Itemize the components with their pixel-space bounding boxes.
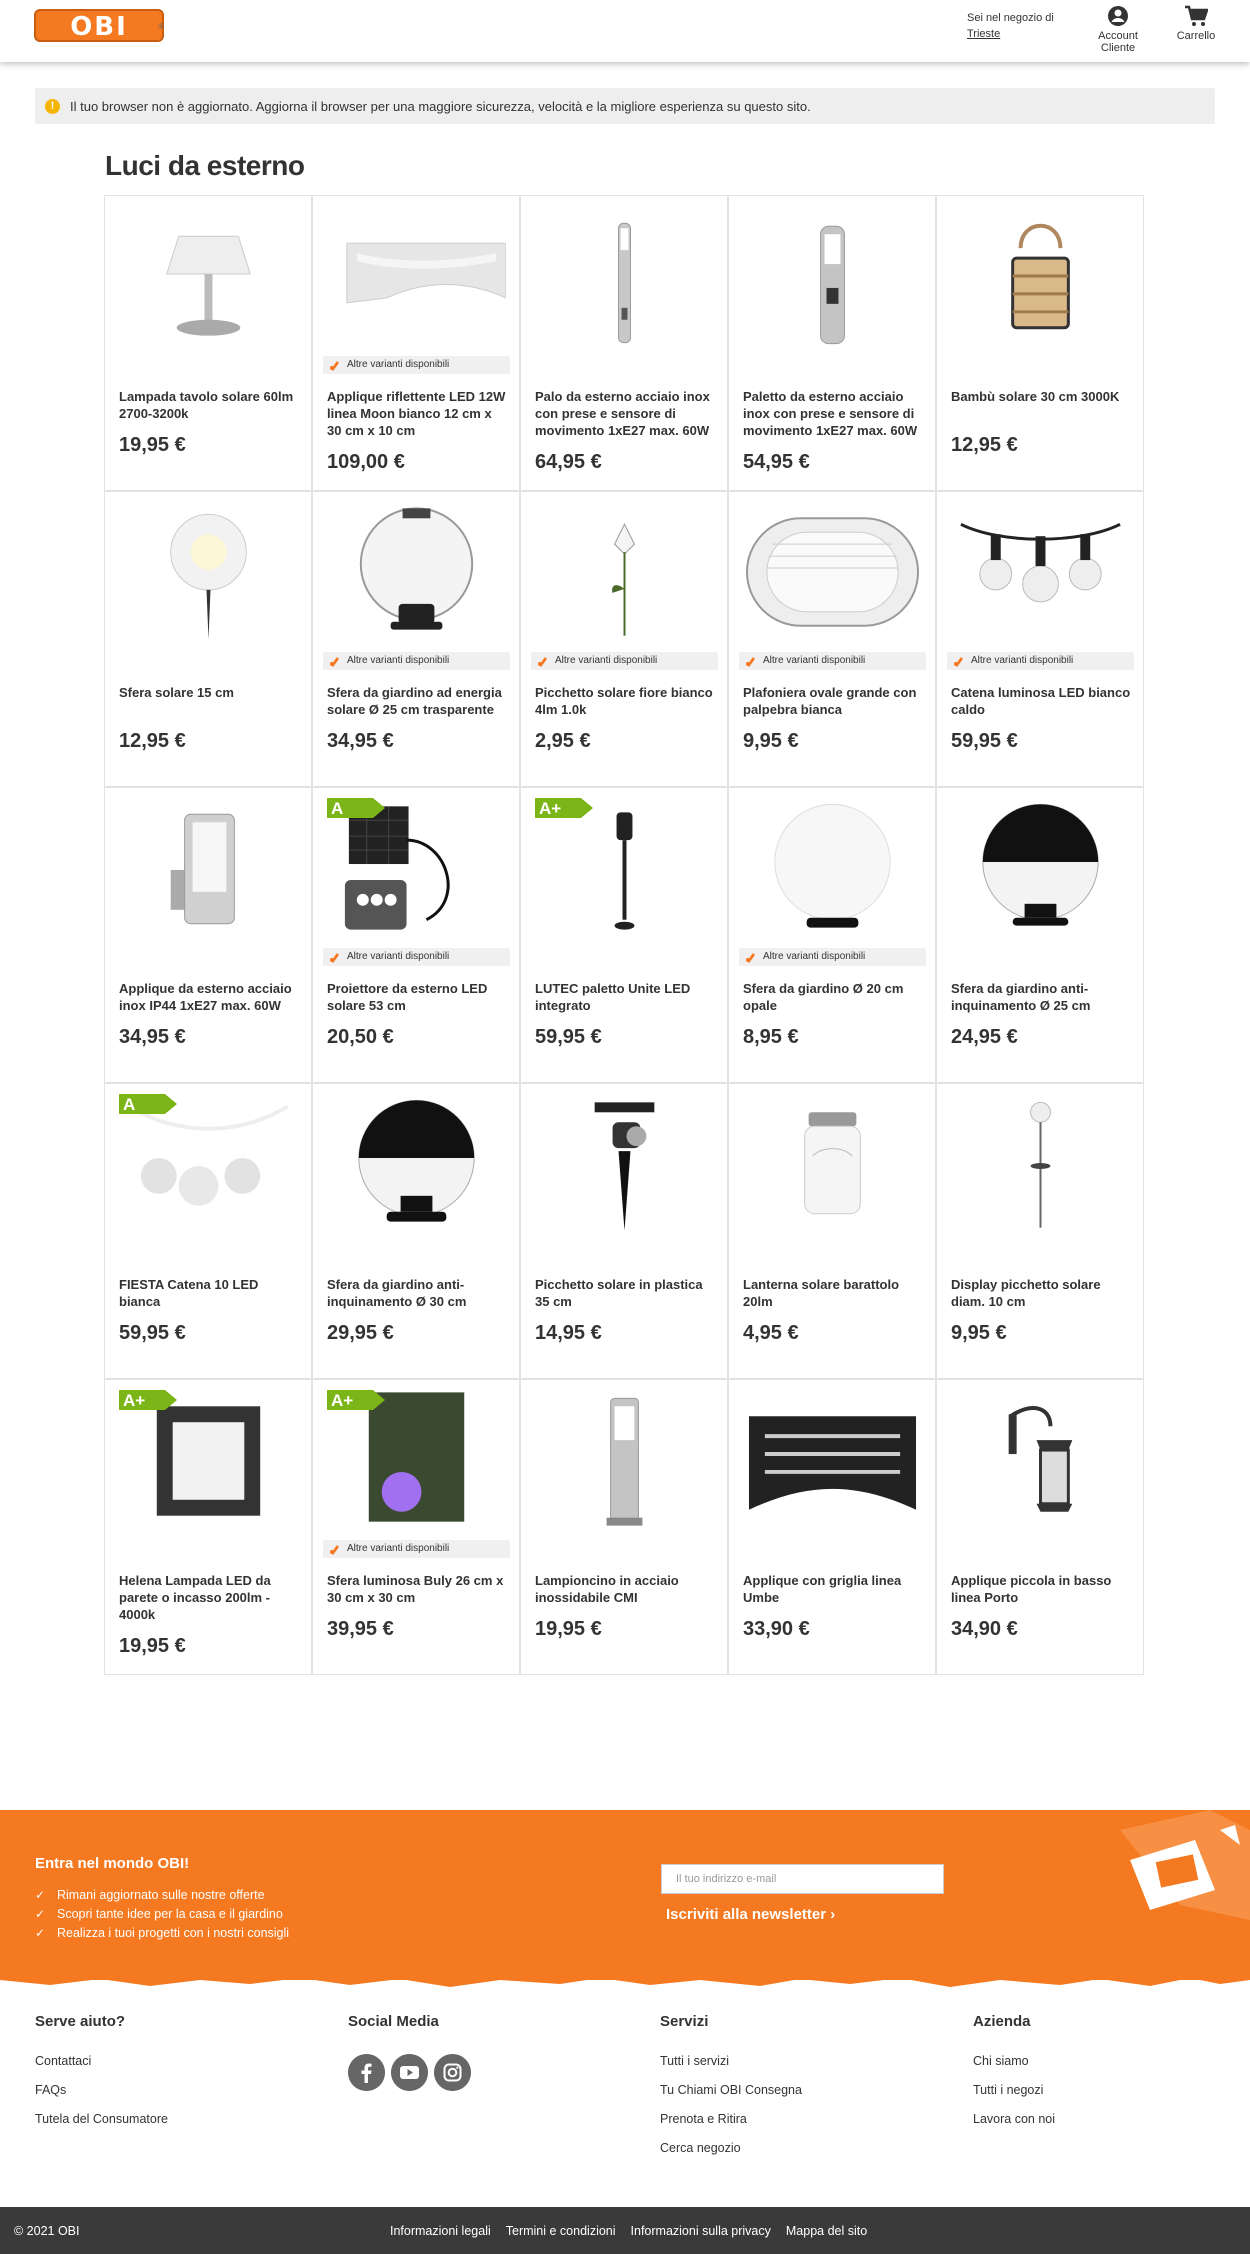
product-card[interactable] (312, 1083, 520, 1379)
product-card[interactable] (520, 787, 728, 1083)
product-card[interactable] (936, 787, 1144, 1083)
product-price: 4,95 € (743, 1322, 799, 1344)
product-name[interactable]: Sfera da giardino ad energia solare Ø 25 cm trasparente (327, 685, 502, 717)
cart-icon (1184, 5, 1208, 27)
variants-icon (953, 655, 965, 667)
account-label: Account Cliente (1098, 30, 1138, 54)
product-card[interactable] (520, 491, 728, 787)
bamboo-lantern-image[interactable] (951, 208, 1130, 346)
product-card[interactable] (104, 787, 312, 1083)
footer-link-tutti-servizi[interactable]: Tutti i servizi (660, 2054, 729, 2068)
newsletter-benefit: ✓ Rimani aggiornato sulle nostre offerte (35, 1886, 289, 1905)
sitemap-link[interactable]: Mappa del sito (785, 2224, 868, 2238)
energy-label (535, 798, 593, 818)
black-sphere-large-image[interactable] (327, 1096, 506, 1234)
footer-social-column (348, 2013, 471, 2091)
product-name[interactable]: Sfera da giardino anti-inquinamento Ø 25 cm (951, 981, 1091, 1013)
product-price: 64,95 € (535, 451, 602, 473)
grille-wall-lamp-image[interactable] (743, 1392, 922, 1530)
product-card[interactable] (312, 1379, 520, 1675)
product-price: 24,95 € (951, 1026, 1018, 1048)
product-name[interactable]: Plafoniera ovale grande con palpebra bianca (743, 685, 917, 717)
variants-label: Altre varianti disponibili (555, 655, 658, 666)
copyright: © 2021 OBI (14, 2224, 80, 2238)
steel-post-image[interactable] (535, 208, 714, 346)
cart-button[interactable] (1173, 5, 1219, 42)
bottom-bar (0, 2207, 1250, 2254)
oval-ceiling-lamp-image[interactable] (743, 504, 922, 642)
variants-icon (329, 1543, 341, 1555)
product-name[interactable]: Bambù solare 30 cm 3000K (951, 389, 1120, 404)
product-name[interactable]: Palo da esterno acciaio inox con prese e sensore di movimento 1xE27 max. 60W (535, 389, 710, 438)
product-card[interactable] (728, 1379, 936, 1675)
product-name[interactable]: Sfera da giardino Ø 20 cm opale (743, 981, 904, 1013)
energy-label (119, 1094, 177, 1114)
torn-paper-edge (0, 1970, 1250, 1992)
variants-badge[interactable] (323, 1540, 510, 1558)
solar-table-lamp-image[interactable] (119, 208, 298, 346)
product-name[interactable]: Lampada tavolo solare 60lm 2700-3200k (119, 389, 294, 421)
browser-notice-text: Il tuo browser non è aggiornato. Aggiorna il browser per una maggiore sicurezza, velocità e la migliore esperienza su questo sito. (70, 99, 811, 114)
product-card[interactable] (936, 195, 1144, 491)
product-card[interactable] (312, 195, 520, 491)
product-price: 12,95 € (119, 730, 186, 752)
flower-stake-image[interactable] (535, 504, 714, 642)
store-label: Sei nel negozio di (967, 12, 1054, 24)
product-name[interactable]: Sfera da giardino anti-inquinamento Ø 30 cm (327, 1277, 467, 1309)
product-name[interactable]: LUTEC paletto Unite LED integrato (535, 981, 691, 1013)
product-price: 29,95 € (327, 1322, 394, 1344)
newsletter-banner (0, 1810, 1250, 1980)
variants-icon (745, 655, 757, 667)
footer-link-faqs[interactable]: FAQs (35, 2083, 67, 2097)
newsletter-benefit: ✓ Scopri tante idee per la casa e il giardino (35, 1905, 289, 1924)
energy-class: A (331, 799, 344, 818)
registered-mark: ® (158, 22, 164, 31)
thin-stake-image[interactable] (951, 1096, 1130, 1234)
product-card[interactable] (936, 1379, 1144, 1675)
cart-label: Carrello (1176, 30, 1216, 42)
product-price: 14,95 € (535, 1322, 602, 1344)
footer-company-title: Azienda (973, 2013, 1031, 2030)
youtube-icon[interactable] (391, 2054, 428, 2091)
steel-post-short-image[interactable] (743, 208, 922, 346)
terms-link[interactable]: Termini e condizioni (505, 2224, 616, 2238)
newsletter-email-input[interactable]: Il tuo indirizzo e-mail (661, 1864, 944, 1894)
page-title: Luci da esterno (105, 150, 305, 181)
variants-label: Altre varianti disponibili (763, 951, 866, 962)
footer-social-title: Social Media (348, 2013, 439, 2030)
product-card[interactable] (104, 491, 312, 787)
product-card[interactable] (520, 1379, 728, 1675)
newsletter-title: Entra nel mondo OBI! (35, 1855, 190, 1872)
variants-label: Altre varianti disponibili (763, 655, 866, 666)
product-price: 34,95 € (119, 1026, 186, 1048)
product-price: 2,95 € (535, 730, 591, 752)
variants-label: Altre varianti disponibili (347, 359, 450, 370)
facebook-icon[interactable] (348, 2054, 385, 2091)
warning-icon: ! (45, 99, 60, 114)
product-price: 19,95 € (119, 1635, 186, 1657)
spot-stake-image[interactable] (535, 1096, 714, 1234)
variants-badge[interactable] (739, 948, 926, 966)
product-price: 20,50 € (327, 1026, 394, 1048)
product-name[interactable]: Lanterna solare barattolo 20lm (743, 1277, 900, 1309)
footer-link-cerca-negozio[interactable]: Cerca negozio (660, 2141, 741, 2155)
square-wall-lamp-image[interactable] (119, 1392, 298, 1530)
footer-company-column (973, 2013, 1055, 2141)
user-icon (1107, 5, 1129, 27)
chevron-right-icon: › (830, 1906, 836, 1923)
store-city-link[interactable]: Trieste (967, 28, 1001, 40)
footer-help-column (35, 2013, 168, 2141)
product-card[interactable] (104, 1379, 312, 1675)
variants-icon (745, 951, 757, 963)
product-card[interactable] (520, 1083, 728, 1379)
product-card[interactable] (312, 787, 520, 1083)
variants-label: Altre varianti disponibili (971, 655, 1074, 666)
newsletter-subscribe-label: Iscriviti alla newsletter (666, 1906, 827, 1923)
product-card[interactable] (936, 1083, 1144, 1379)
product-name[interactable]: Helena Lampada LED da parete o incasso 200lm - 4000k (119, 1573, 271, 1622)
product-name[interactable]: Applique da esterno acciaio inox IP44 1xE27 max. 60W (119, 981, 292, 1013)
footer-link-tutti-negozi[interactable]: Tutti i negozi (973, 2083, 1044, 2097)
product-name[interactable]: Sfera luminosa Buly 26 cm x 30 cm x 30 cm (327, 1573, 504, 1605)
energy-class: A+ (539, 799, 562, 818)
variants-icon (329, 655, 341, 667)
product-price: 59,95 € (119, 1322, 186, 1344)
energy-label (119, 1390, 177, 1410)
product-card[interactable] (728, 491, 936, 787)
variants-badge[interactable] (323, 356, 510, 374)
variants-label: Altre varianti disponibili (347, 655, 450, 666)
energy-label (327, 1390, 385, 1410)
variants-badge[interactable] (947, 652, 1134, 670)
product-price: 19,95 € (535, 1618, 602, 1640)
product-price: 109,00 € (327, 451, 405, 473)
variants-icon (537, 655, 549, 667)
product-card[interactable] (728, 787, 936, 1083)
variants-badge[interactable] (323, 652, 510, 670)
legal-info-link[interactable]: Informazioni legali (390, 2224, 491, 2238)
footer-link-chi-siamo[interactable]: Chi siamo (973, 2054, 1029, 2068)
variants-badge[interactable] (323, 948, 510, 966)
solar-sphere-image[interactable] (119, 504, 298, 642)
footer-link-contattaci[interactable]: Contattaci (35, 2054, 92, 2068)
product-name[interactable]: Lampioncino in acciaio inossidabile CMI (535, 1573, 679, 1605)
string-lights-image[interactable] (951, 504, 1130, 642)
privacy-link[interactable]: Informazioni sulla privacy (630, 2224, 771, 2238)
lantern-post-image[interactable] (535, 800, 714, 938)
variants-label: Altre varianti disponibili (347, 951, 450, 962)
product-name[interactable]: Catena luminosa LED bianco caldo (951, 685, 1131, 717)
variants-icon (329, 359, 341, 371)
product-price: 34,95 € (327, 730, 394, 752)
variants-badge[interactable] (739, 652, 926, 670)
newsletter-subscribe-button[interactable] (666, 1906, 835, 1923)
product-price: 12,95 € (951, 434, 1018, 456)
solar-floodlight-image[interactable] (327, 800, 506, 938)
footer-help-title: Serve aiuto? (35, 2013, 126, 2030)
product-card[interactable] (312, 491, 520, 787)
footer-services-title: Servizi (660, 2013, 709, 2030)
footer-link-prenota[interactable]: Prenota e Ritira (660, 2112, 747, 2126)
steel-wall-lamp-image[interactable] (119, 800, 298, 938)
energy-class: A (123, 1095, 136, 1114)
account-button[interactable] (1080, 5, 1156, 54)
product-price: 9,95 € (951, 1322, 1007, 1344)
purple-sphere-image[interactable] (327, 1392, 506, 1530)
product-name[interactable]: Paletto da esterno acciaio inox con prese e sensore di movimento 1xE27 max. 60W (743, 389, 918, 438)
product-name[interactable]: Proiettore da esterno LED solare 53 cm (327, 981, 488, 1013)
footer-services-column (660, 2013, 802, 2170)
wall-lamp-white-image[interactable] (327, 208, 506, 346)
product-card[interactable] (520, 195, 728, 491)
product-price: 34,90 € (951, 1618, 1018, 1640)
obi-logo[interactable]: OBI (34, 9, 164, 42)
product-card[interactable] (104, 1083, 312, 1379)
footer-link-tutela[interactable]: Tutela del Consumatore (35, 2112, 168, 2126)
product-price: 39,95 € (327, 1618, 394, 1640)
footer-link-consegna[interactable]: Tu Chiami OBI Consegna (660, 2083, 802, 2097)
product-price: 9,95 € (743, 730, 799, 752)
product-price: 54,95 € (743, 451, 810, 473)
garden-sphere-clear-image[interactable] (327, 504, 506, 642)
product-name[interactable]: Applique piccola in basso linea Porto (951, 1573, 1112, 1605)
variants-label: Altre varianti disponibili (347, 1543, 450, 1554)
jar-lantern-image[interactable] (743, 1096, 922, 1234)
site-header (0, 0, 1250, 62)
product-name[interactable]: Sfera solare 15 cm (119, 685, 234, 700)
product-name[interactable]: Picchetto solare fiore bianco 4lm 1.0k (535, 685, 713, 717)
fiesta-string-image[interactable] (119, 1096, 298, 1234)
product-name[interactable]: Applique riflettente LED 12W linea Moon bianco 12 cm x 30 cm x 10 cm (327, 389, 506, 438)
variants-icon (329, 951, 341, 963)
newsletter-benefit: ✓ Realizza i tuoi progetti con i nostri consigli (35, 1924, 289, 1943)
porto-lantern-image[interactable] (951, 1392, 1130, 1530)
store-selector (967, 10, 1054, 42)
product-price: 59,95 € (535, 1026, 602, 1048)
variants-badge[interactable] (531, 652, 718, 670)
energy-class: A+ (331, 1391, 354, 1410)
opal-sphere-image[interactable] (743, 800, 922, 938)
product-price: 19,95 € (119, 434, 186, 456)
product-card[interactable] (728, 1083, 936, 1379)
product-card[interactable] (104, 195, 312, 491)
steel-bollard-image[interactable] (535, 1392, 714, 1530)
energy-class: A+ (123, 1391, 146, 1410)
product-card[interactable] (936, 491, 1144, 787)
instagram-icon[interactable] (434, 2054, 471, 2091)
footer-link-lavora[interactable]: Lavora con noi (973, 2112, 1056, 2126)
newsletter-benefits (35, 1886, 289, 1943)
product-card[interactable] (728, 195, 936, 491)
product-name[interactable]: Display picchetto solare diam. 10 cm (951, 1277, 1101, 1309)
product-name[interactable]: Applique con griglia linea Umbe (743, 1573, 902, 1605)
black-sphere-image[interactable] (951, 800, 1130, 938)
energy-label (327, 798, 385, 818)
product-price: 8,95 € (743, 1026, 799, 1048)
product-price: 59,95 € (951, 730, 1018, 752)
product-price: 33,90 € (743, 1618, 810, 1640)
newsletter-envelope-illustration (1100, 1810, 1250, 1920)
browser-notice (35, 88, 1215, 124)
product-name[interactable]: Picchetto solare in plastica 35 cm (535, 1277, 703, 1309)
product-name[interactable]: FIESTA Catena 10 LED bianca (119, 1277, 259, 1309)
